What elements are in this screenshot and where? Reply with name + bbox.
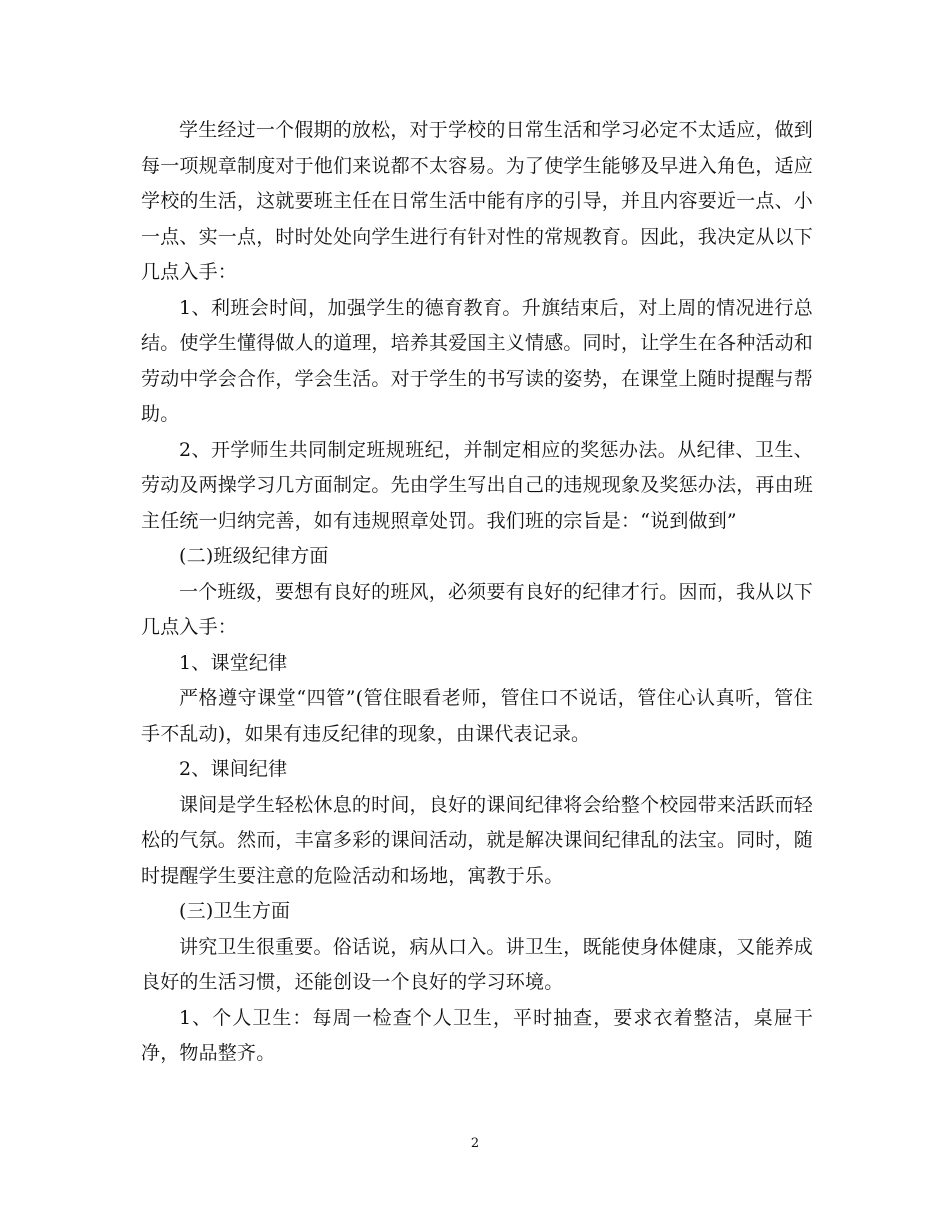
subheading-classroom-discipline: 1、课堂纪律 bbox=[179, 651, 288, 674]
paragraph-intro: 学生经过一个假期的放松，对于学校的日常生活和学习必定不太适应，做到每一项规章制度对于他们来说都不太容易。为了使学生能够及早进入角色，适应学校的生活，这就要班主任在日常生活中能有序的引导，并且内容要近一点、小一点、实一点，时时处处向学生进行有针对性的常规教育。因此，我决定从以下几点入手： bbox=[141, 119, 814, 283]
paragraph-break-discipline: 课间是学生轻松休息的时间，良好的课间纪律将会给整个校园带来活跃而轻松的气氛。然而，丰富多彩的课间活动，就是解决课间纪律乱的法宝。同时，随时提醒学生要注意的危险活动和场地，寓教于乐。 bbox=[141, 793, 814, 887]
paragraph-discipline-intro: 一个班级，要想有良好的班风，必须要有良好的纪律才行。因而，我从以下几点入手： bbox=[141, 580, 813, 638]
paragraph-hygiene-intro: 讲究卫生很重要。俗话说，病从口入。讲卫生，既能使身体健康，又能养成良好的生活习惯，还能创设一个良好的学习环境。 bbox=[141, 935, 813, 993]
subheading-break-discipline: 2、课间纪律 bbox=[179, 758, 288, 780]
paragraph-item-1-class-meeting: 1、利班会时间，加强学生的德育教育。升旗结束后，对上周的情况进行总结。使学生懂得做人的道理，培养其爱国主义情感。同时，让学生在各种活动和劳动中学会合作，学会生活。对于学生的书写读的姿势，在课堂上随时提醒与帮助。 bbox=[141, 296, 814, 425]
section-heading-discipline: (二)班级纪律方面 bbox=[179, 545, 329, 567]
paragraph-classroom-discipline: 严格遵守课堂“四管”(管住眼看老师，管住口不说话，管住心认真听，管住手不乱动)，如果有违反纪律的现象，由课代表记录。 bbox=[141, 687, 813, 745]
paragraph-item-2-class-rules: 2、开学师生共同制定班规班纪，并制定相应的奖惩办法。从纪律、卫生、劳动及两操学习几方面制定。先由学生写出自己的违规现象及奖惩办法，再由班主任统一归纳完善，如有违规照章处罚。我们班的宗旨是：“说到做到” bbox=[141, 438, 814, 532]
paragraph-personal-hygiene: 1、个人卫生：每周一检查个人卫生，平时抽查，要求衣着整洁，桌屉干净，物品整齐。 bbox=[141, 1006, 813, 1064]
document-body bbox=[141, 113, 813, 1072]
page-number: 2 bbox=[470, 1136, 480, 1151]
section-heading-hygiene: (三)卫生方面 bbox=[179, 900, 291, 922]
